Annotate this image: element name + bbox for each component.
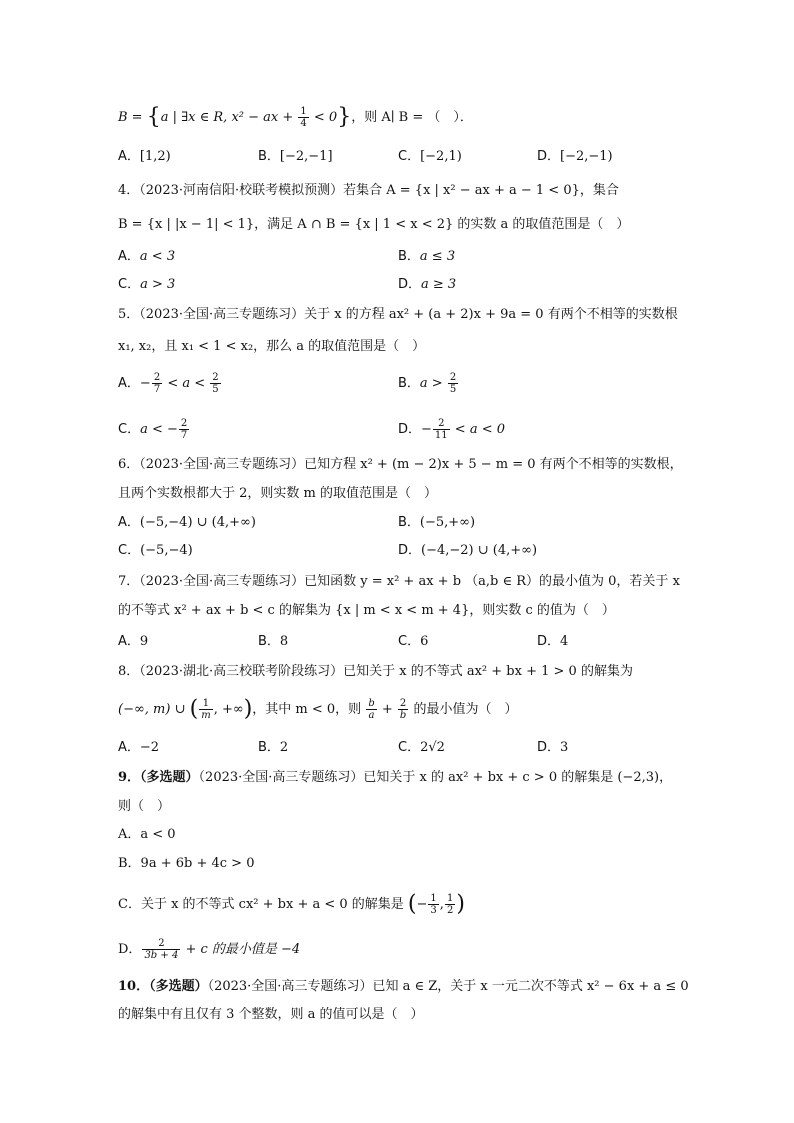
q7-line1: 7．（2023·全国·高三专题练习）已知函数 y = x² + ax + b （a,b ∈ R）的最小值为 0，若关于 x [118,574,680,589]
q8-line2: (−∞, m) ∪ ( $\frac{1}{m}$ , +∞)，其中 m < 0，则 $\frac{b}{a}$ + $\frac{2}{b}$ 的最小值为（ ） [118,696,518,722]
q6-option-c: C．(−5,−4) [118,543,193,558]
q6-option-b: B．(−5,+∞) [398,515,476,530]
q10-tag: 10．（多选题） [118,979,208,994]
q6-line1: 6．（2023·全国·高三专题练习）已知方程 x² + (m − 2)x + 5 − m = 0 有两个不相等的实数根， [118,457,683,472]
q7-option-b: B．8 [258,634,289,649]
q8-option-b: B．2 [258,740,289,755]
q5-line2: x₁, x₂，且 x₁ < 1 < x₂，那么 a 的取值范围是（ ） [118,339,426,354]
q9-line1: 9．（多选题）（2023·全国·高三专题练习）已知关于 x 的 ax² + bx + c > 0 的解集是 (−2,3)， [118,770,673,785]
q9-tag: 9．（多选题） [118,770,199,785]
q3-option-b: B．[−2,−1] [258,149,333,164]
q8-option-d: D．3 [537,740,569,755]
q9-option-c: C．关于 x 的不等式 cx² + bx + a < 0 的解集是 (− $\frac{1}{3}$ , $\frac{1}{2}$ ) [118,891,465,917]
q9-option-d: D． $\frac{2}{3b + 4}$ + c 的最小值是 −4 [118,938,301,961]
q4-option-a: A．a < 3 [118,249,176,264]
q7-line2: 的不等式 x² + ax + b < c 的解集为 {x | m < x < m + 4}，则实数 c 的值为（ ） [118,603,615,618]
q3-stem: B = {a | ∃x ∈ R, x² − ax + $\frac{1}{4}$ < 0}，则 A∣ B = （ ）． [118,104,473,130]
q8-option-c: C．2√2 [398,740,445,755]
q10-line2: 的解集中有且仅有 3 个整数，则 a 的值可以是（ ） [118,1007,424,1022]
q4-line2: B = {x | |x − 1| < 1}，满足 A ∩ B = {x | 1 < x < 2} 的实数 a 的取值范围是（ ） [118,217,630,232]
q5-option-d: D．− $\frac{2}{11}$ < a < 0 [398,418,505,441]
q4-option-d: D．a ≥ 3 [398,277,457,292]
q9-line2: 则（ ） [118,799,171,814]
q5-line1: 5．（2023·全国·高三专题练习）关于 x 的方程 ax² + (a + 2)x + 9a = 0 有两个不相等的实数根 [118,307,678,322]
q3-option-a: A．[1,2) [118,149,171,164]
q6-line2: 且两个实数根都大于 2，则实数 m 的取值范围是（ ） [118,486,437,501]
q3-fraction: $\frac{1}{4}$ [300,106,307,129]
q9-option-a: A．a < 0 [118,827,176,842]
q7-option-c: C．6 [398,634,429,649]
q4-option-b: B．a ≤ 3 [398,249,456,264]
q3-option-c: C．[−2,1) [398,149,462,164]
q6-option-a: A．(−5,−4) ∪ (4,+∞) [118,515,256,530]
q5-option-c: C．a < − $\frac{2}{7}$ [118,418,188,441]
q10-line1: 10．（多选题）（2023·全国·高三专题练习）已知 a ∈ Z，关于 x 一元二次不等式 x² − 6x + a ≤ 0 [118,979,689,994]
q3-option-d: D．[−2,−1) [537,149,613,164]
q7-option-d: D．4 [537,634,569,649]
q6-option-d: D．(−4,−2) ∪ (4,+∞) [398,543,538,558]
q8-option-a: A．−2 [118,740,160,755]
q8-line1: 8．（2023·湖北·高三校联考阶段练习）已知关于 x 的不等式 ax² + bx + 1 > 0 的解集为 [118,664,633,679]
q4-line1: 4．（2023·河南信阳·校联考模拟预测）若集合 A = {x | x² − ax + a − 1 < 0}，集合 [118,183,619,198]
q5-option-b: B．a > $\frac{2}{5}$ [398,372,457,395]
q7-option-a: A．9 [118,634,149,649]
q4-option-c: C．a > 3 [118,277,176,292]
q5-option-a: A．− $\frac{2}{7}$ < a < $\frac{2}{5}$ [118,372,219,395]
q9-option-b: B．9a + 6b + 4c > 0 [118,856,255,871]
